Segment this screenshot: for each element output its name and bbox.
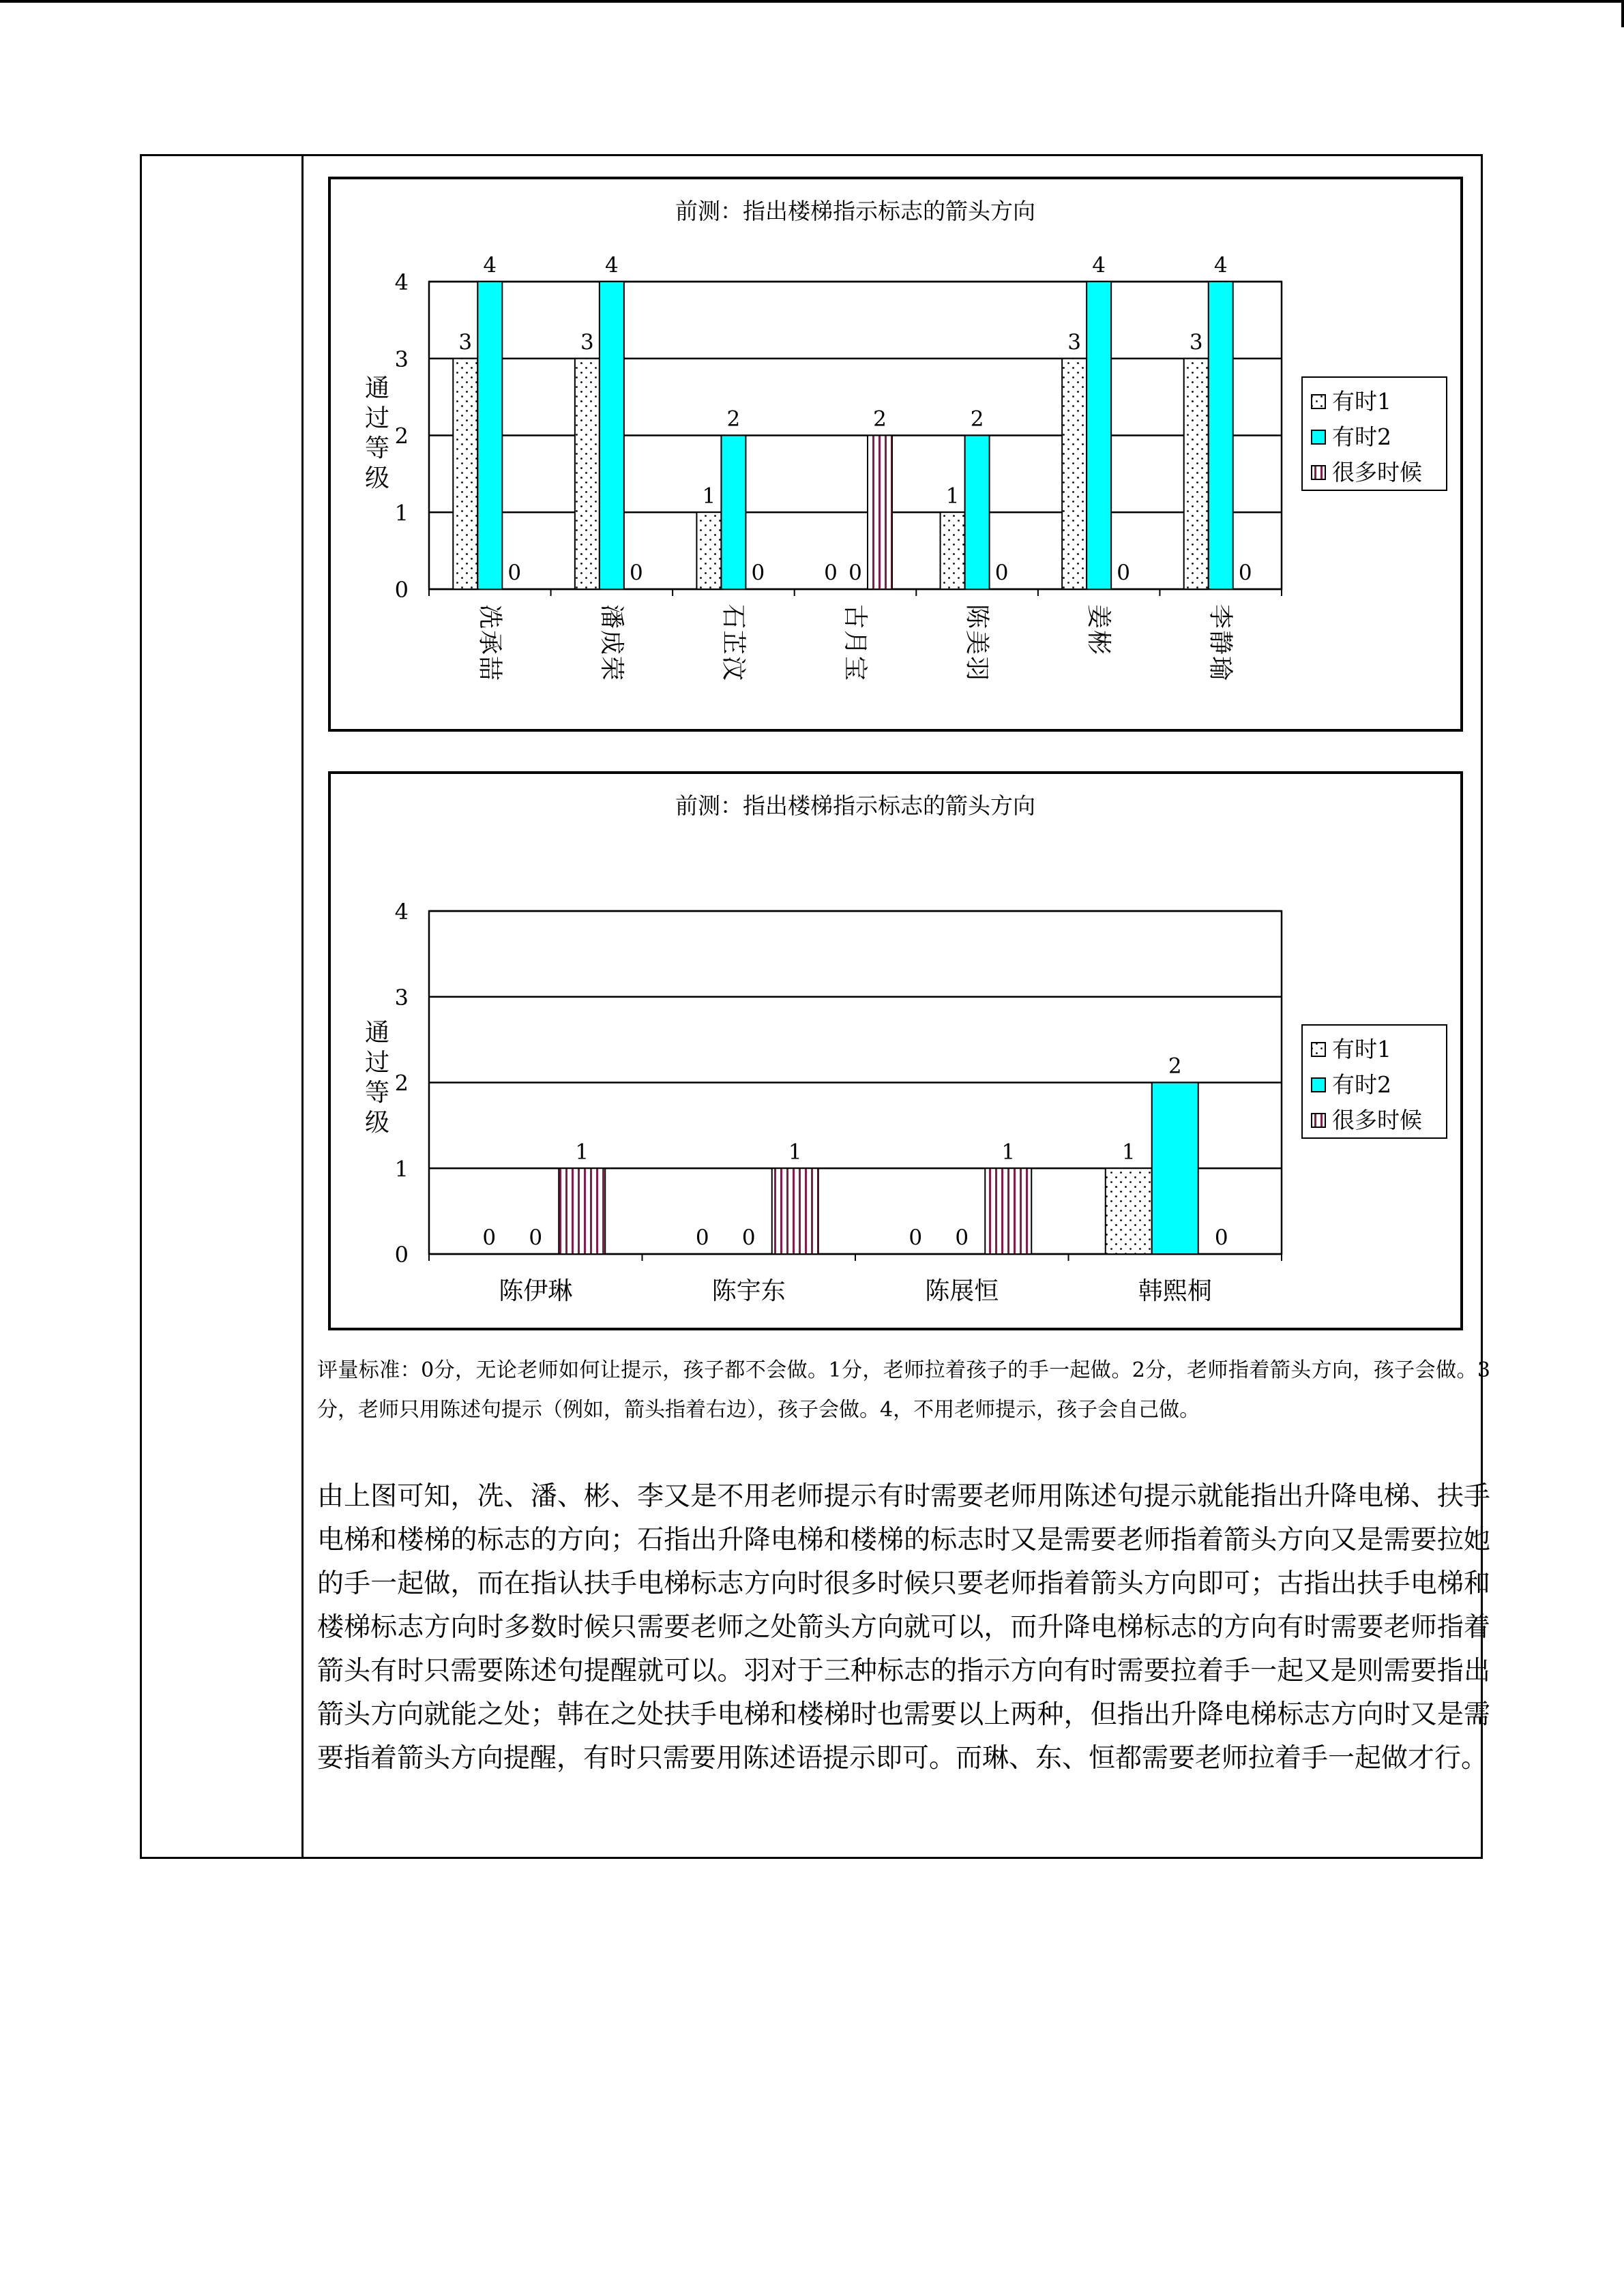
document-table [140,154,1490,1859]
data-label: 2 [1168,1054,1182,1079]
y-axis-label: 级 [364,1109,390,1137]
data-label: 0 [909,1225,923,1250]
legend-label: 很多时候 [1332,1107,1422,1133]
data-label: 4 [1213,253,1228,278]
y-tick-label: 4 [394,899,409,925]
data-label: 1 [702,483,716,509]
data-label: 1 [788,1139,802,1165]
y-tick-label: 2 [394,423,409,449]
legend-swatch [1312,1114,1325,1127]
data-label: 0 [482,1225,497,1250]
table-content-cell [303,155,1490,1858]
chart-svg [331,179,1460,729]
data-label: 3 [1067,329,1082,355]
x-category-label: 陈展恒 [925,1277,999,1305]
y-axis-label: 过 [364,404,390,432]
y-tick-label: 0 [394,577,409,603]
x-category-label: 古 [841,603,869,629]
x-category-label: 冼 [475,603,504,629]
bar [1184,359,1209,589]
x-category-label: 姜 [1084,603,1113,629]
chart-title: 前测：指出楼梯指示标志的箭头方向 [675,198,1035,224]
x-category-label: 陈宇东 [711,1277,786,1305]
bar [772,1168,818,1254]
x-category-label: 静 [1206,629,1235,655]
bar [575,359,600,589]
bar [1152,1083,1198,1255]
x-category-label: 陈 [962,603,991,629]
bar [1087,282,1111,589]
bar [1106,1168,1152,1254]
bar [453,359,477,589]
y-axis-label: 等 [364,434,390,462]
data-label: 2 [726,406,741,432]
y-axis-label: 通 [364,1019,390,1047]
data-label: 4 [604,253,619,278]
x-category-label: 芷 [719,629,748,655]
data-label: 2 [873,406,887,432]
data-label: 0 [994,561,1009,585]
data-label: 1 [945,483,960,509]
bar [696,512,721,589]
x-category-label: 潘 [597,603,625,629]
bar [477,282,502,589]
y-axis-label: 等 [364,1079,390,1107]
chart-pretest-group1 [328,177,1463,732]
bar [721,436,745,590]
y-tick-label: 1 [394,500,409,526]
x-category-label: 成 [597,629,625,655]
data-label: 0 [695,1225,709,1250]
data-label: 0 [1238,561,1252,585]
table-left-column [141,155,303,1858]
legend-label: 很多时候 [1332,459,1422,486]
data-label: 4 [1092,253,1106,278]
bar [1209,282,1233,589]
chart-title: 前测：指出楼梯指示标志的箭头方向 [675,792,1035,819]
legend-label: 有时2 [1332,423,1391,450]
bar [941,512,965,589]
chart-pretest-group2 [328,771,1463,1330]
y-tick-label: 3 [394,984,409,1011]
y-tick-label: 4 [394,269,409,295]
data-label: 1 [1001,1139,1016,1165]
x-category-label: 羽 [962,655,991,681]
data-label: 2 [970,406,984,432]
bar [559,1168,605,1254]
data-label: 0 [848,561,862,585]
x-category-label: 汶 [719,655,748,681]
data-label: 1 [575,1139,589,1165]
page-right-border [1621,0,1624,27]
data-label: 0 [629,561,643,585]
bar [985,1168,1031,1254]
legend-swatch [1312,395,1325,408]
data-label: 3 [1189,329,1203,355]
x-category-label: 美 [962,629,991,655]
bar [1062,359,1087,589]
legend-label: 有时1 [1332,1036,1391,1062]
data-label: 0 [1117,561,1131,585]
x-category-label: 石 [719,603,748,629]
y-tick-label: 3 [394,346,409,372]
y-tick-label: 1 [394,1156,409,1182]
x-category-label: 瑜 [1206,655,1235,681]
legend-label: 有时2 [1332,1071,1391,1098]
data-label: 0 [741,1225,756,1250]
analysis-paragraph: 由上图可知，冼、潘、彬、李又是不用老师提示有时需要老师用陈述句提示就能指出升降电梯、扶手电梯和楼梯的标志的方向；石指出升降电梯和楼梯的标志时又是需要老师指着箭头方向又是需要拉她的手一起做，而在指认扶手电梯标志方向时很多时候只要老师指着箭头方向即可；古指出扶手电梯和楼梯标志方向时多数时候只需要老师之处箭头方向就可以，而升降电梯标志的方向有时需要老师指着箭头有时只需要陈述句提醒就可以。羽对于三种标志的指示方向有时需要拉着手一起又是则需要指出箭头方向就能之处；韩在之处扶手电梯和楼梯时也需要以上两种，但指出升降电梯标志方向时又是需要指着箭头方向提醒，有时只需要用陈述语提示即可。而琳、东、恒都需要老师拉着手一起做才行。 [317,1481,1490,1774]
data-label: 0 [529,1225,543,1250]
x-category-label: 陈伊琳 [499,1277,573,1305]
y-axis-label: 过 [364,1049,390,1077]
data-label: 0 [751,561,765,585]
x-category-label: 李 [1206,603,1235,629]
y-axis-label: 通 [364,374,390,402]
legend-label: 有时1 [1332,388,1391,415]
data-label: 1 [1121,1139,1136,1165]
data-label: 0 [955,1225,969,1250]
x-category-label: 荣 [597,655,625,681]
bar [600,282,624,589]
legend-swatch [1312,1043,1325,1056]
bar [868,436,892,590]
data-label: 4 [483,253,497,278]
data-label: 3 [458,329,473,355]
legend-swatch [1312,1078,1325,1092]
chart-svg [331,774,1460,1328]
x-category-label: 喆 [475,655,504,681]
data-label: 0 [824,561,838,585]
data-label: 3 [580,329,594,355]
x-category-label: 承 [475,629,504,655]
bar [965,436,990,590]
x-category-label: 月 [841,629,869,655]
scoring-criteria: 评量标准：0分，无论老师如何让提示，孩子都不会做。1分，老师拉着孩子的手一起做。2分，老师指着箭头方向，孩子会做。3分，老师只用陈述句提示（例如，箭头指着右边），孩子会做。4，不用老师提示，孩子会自己做。 [317,1358,1490,1422]
y-tick-label: 0 [394,1242,409,1268]
y-tick-label: 2 [394,1070,409,1097]
y-axis-label: 级 [364,464,390,492]
x-category-label: 宝 [841,655,869,681]
data-label: 0 [1214,1225,1228,1250]
legend-swatch [1312,466,1325,479]
legend-swatch [1312,430,1325,444]
x-category-label: 彬 [1084,629,1113,655]
x-category-label: 韩熙桐 [1138,1277,1212,1305]
data-label: 0 [507,561,522,585]
page-top-border [0,0,1624,3]
